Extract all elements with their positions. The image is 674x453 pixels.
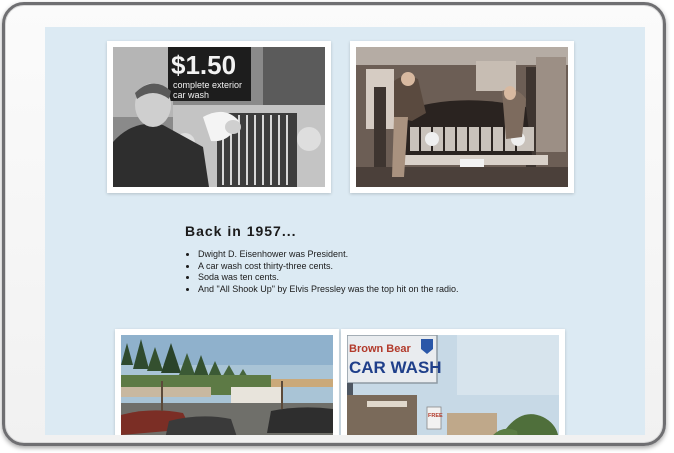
history-fact: • And "All Shook Up" by Elvis Pressley was the top hit on the radio. — [198, 284, 515, 296]
sign-car-wash-text: CAR WASH — [349, 358, 442, 377]
price-sign-line1: complete exterior — [173, 80, 243, 90]
price-sign-line2: car wash — [173, 90, 210, 100]
photo-highway — [115, 329, 339, 435]
photo-rolls-royce-polish — [107, 41, 331, 193]
price-sign-amount: $1.50 — [171, 50, 237, 80]
history-section — [185, 223, 515, 295]
page-content — [45, 27, 645, 435]
device-frame — [2, 2, 666, 446]
history-fact-list — [185, 249, 515, 295]
sign-brown-bear-text: Brown Bear — [349, 343, 411, 355]
history-heading: Back in 1957... — [185, 223, 297, 239]
photo-car-wash-crew — [350, 41, 574, 193]
history-fact: • A car wash cost thirty-three cents. — [198, 261, 515, 273]
history-fact: • Soda was ten cents. — [198, 272, 515, 284]
free-sign-text: FREE — [428, 413, 443, 419]
photo-brown-bear-sign — [341, 329, 565, 435]
history-fact: • Dwight D. Eisenhower was President. — [198, 249, 515, 261]
